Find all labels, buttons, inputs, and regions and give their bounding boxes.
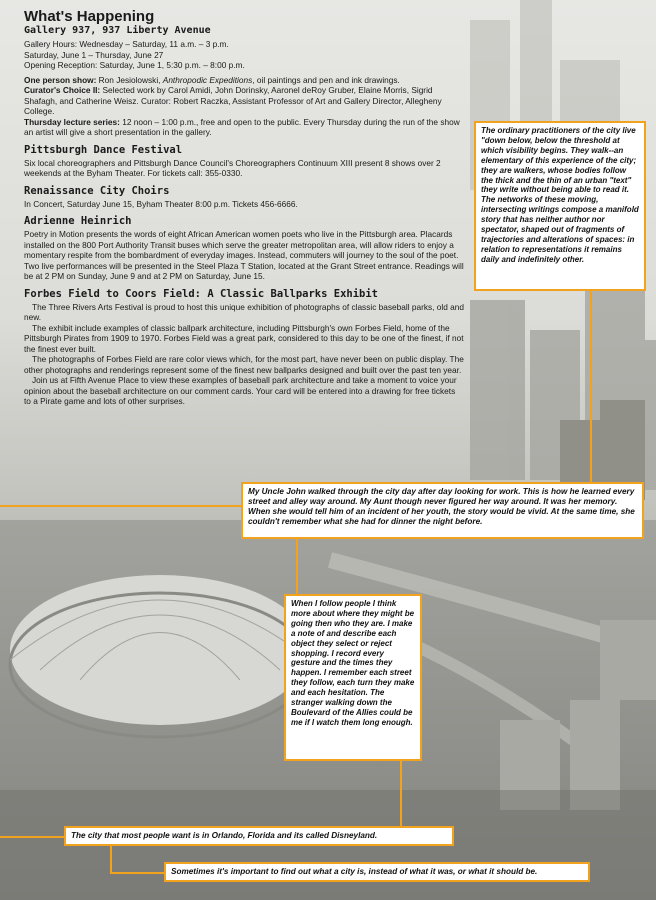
forbes-paragraph: The exhibit include examples of classic ballpark architecture, including Pittsburgh's own Forbes Field, home of the Pittsburgh Pirates from 1909 to 1970. Forbes Field was a great park, considered to this day to be one of the finest, if not the finest ever built. — [24, 322, 464, 354]
forbes-paragraph: The photographs of Forbes Field are rare color views which, for the most part, have never been on public display. The other photographs and renderings represent some of the finest new ballparks designed and built over the past ten year. — [24, 354, 464, 375]
one-person-show: One person show: Ron Jesiolowski, Anthropodic Expeditions, oil paintings and pen and ink drawings. — [24, 74, 400, 85]
page-title: What's Happening — [24, 8, 155, 25]
quote-uncle-john: My Uncle John walked through the city day after day looking for work. This is how he learned every street and alley way around. My Aunt though never figured her way around. It was her memory. When she would tell him of an incident of her youth, the story would be vivid. At the same time, she couldn't remember what she had for dinner the night before. — [241, 482, 644, 539]
connector-line — [0, 836, 66, 838]
connector-line — [110, 872, 166, 874]
quote-follow-people: When I follow people I think more about where they might be going then who they are. I make a note of and describe each object they select or reject shopping. I record every gesture and the times they happen. I remember each street they follow, each turn they make and each hesitation. The stranger walking down the Boulevard of the Allies could be me if I watch them long enough. — [284, 594, 422, 761]
connector-line — [296, 538, 298, 594]
connector-line — [590, 290, 592, 482]
lecture-series: Thursday lecture series: 12 noon – 1:00 p.m., free and open to the public. Every Thursday during the run of the show an artist will give a short presentation in the gallery. — [24, 116, 460, 137]
quote-what-a-city-is: Sometimes it's important to find out what a city is, instead of what it was, or what it should be. — [164, 862, 590, 882]
forbes-paragraph: The Three Rivers Arts Festival is proud to host this unique exhibition of photographs of classic baseball parks, old and new. — [24, 301, 464, 322]
curators-choice: Curator's Choice II: Selected work by Carol Amidi, John Dorinsky, Aaronel deRoy Gruber, Elaine Morris, Sigrid Shafagh, and Catherine Weisz. Curator: Robert Raczka, Assistant Professor of Art and Gallery Director, Allegheny College. — [24, 85, 442, 116]
connector-line — [110, 845, 112, 873]
events-column — [24, 8, 464, 407]
forbes-paragraph: Join us at Fifth Avenue Place to view these examples of baseball park architecture and take a moment to voice your opinion about the baseball architecture on our comment cards. Your card will be entered into a drawing for free tickets to a Pirate game and lots of other surprises. — [24, 375, 457, 406]
choirs-heading: Renaissance City Choirs — [24, 184, 170, 197]
dance-festival-text: Six local choreographers and Pittsburgh Dance Council's Choreographers Continuum XIII present 8 shows over 2 weekends at the Byham Theater. For tickets call: 355-0330. — [24, 157, 441, 178]
heinrich-text: Poetry in Motion presents the words of eight African American women poets who live in the Pittsburgh area. Placards installed on the 800 Port Authority Transit buses which serve the greater metropolitan area, will allow riders to enjoy a momentary respite from the bombardment of everyday images. Instead, commuters will journey to the soul of the poet. Two live performances will be presented in the Steel Plaza T Station, located at the Grant Street entrance. Readings will be at 2 PM on Sunday, June 9 and at 2 PM on Saturday, June 15. — [24, 229, 464, 281]
gallery-dates: Saturday, June 1 – Thursday, June 27 — [24, 49, 164, 60]
gallery-address: Gallery 937, 937 Liberty Avenue — [24, 25, 211, 36]
quote-disneyland: The city that most people want is in Orlando, Florida and its called Disneyland. — [64, 826, 454, 846]
quote-practitioners: The ordinary practitioners of the city live "down below, below the threshold at which visibility begins. They walk--an elementary of this experience of the city; they are walkers, whose bodies follow the thick and the thin of an urban "text" they write without being able to read it. The networks of these moving, intersecting writings compose a manifold story that has neither author nor spectator, shaped out of fragments of trajectories and alterations of spaces: in relation to representations it remains daily and indefinitely other. — [474, 121, 646, 291]
dance-festival-heading: Pittsburgh Dance Festival — [24, 143, 183, 156]
connector-line — [0, 505, 244, 507]
gallery-hours: Gallery Hours: Wednesday – Saturday, 11 a.m. – 3 p.m. — [24, 39, 229, 49]
opening-reception: Opening Reception: Saturday, June 1, 5:30 p.m. – 8:00 p.m. — [24, 60, 245, 70]
choirs-text: In Concert, Saturday June 15, Byham Theater 8:00 p.m. Tickets 456-6666. — [24, 198, 298, 209]
forbes-heading: Forbes Field to Coors Field: A Classic Ballparks Exhibit — [24, 287, 379, 300]
heinrich-heading: Adrienne Heinrich — [24, 215, 132, 227]
connector-line — [400, 760, 402, 828]
